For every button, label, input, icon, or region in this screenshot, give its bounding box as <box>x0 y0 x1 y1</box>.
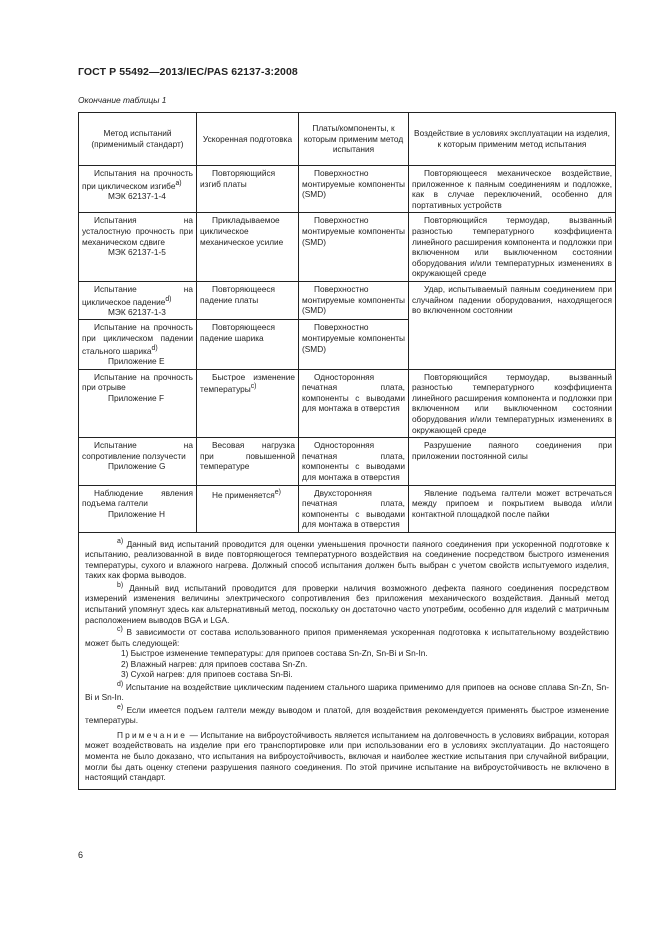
footnote-text: Данный вид испытаний проводится для проверки наличия возможного дефекта паяного соединения посредством измерений изменения величины электрического сопротивления без приложения механического воздействия. Данный метод испытаний упомянут здесь как альтернативный метод, поскольку он достаточно часто употребим, особенно для изделий с матричным расположением выводов BGA и LGA. <box>85 582 609 625</box>
preparation-cell <box>197 166 299 213</box>
footnote-ref: е) <box>274 488 281 496</box>
footnotes-row <box>79 532 616 789</box>
footnote-mark: d) <box>117 680 124 688</box>
method-name: Испытание на циклическое падение <box>82 283 193 307</box>
effect-cell: Повторяющийся термоудар, вызванный разностью температурного коэффициента линейного расширения компонента и подложки при включенном или выключенном состоянии оборудования и/или температурных изменениях в окружающей среде <box>409 369 616 438</box>
preparation-cell <box>197 213 299 282</box>
footnote-text: В зависимости от состава использованного припоя применяемая ускоренная подготовка к испытательному воздействию может быть следующей: <box>85 626 609 648</box>
boards-cell: Поверхностно монтируемые компоненты (SMD) <box>299 320 409 369</box>
boards-cell: Двухсторонняя печатная плата, компоненты с выводами для монтажа в отверстия <box>299 485 409 532</box>
method-cell <box>79 281 197 320</box>
preparation-text: Не применяется <box>212 489 275 500</box>
footnote-d <box>85 680 609 703</box>
preparation-cell <box>197 485 299 532</box>
column-header-method: Метод испытаний (применимый стандарт) <box>79 113 197 166</box>
column-header-boards: Платы/компоненты, к которым применим метод испытания <box>299 113 409 166</box>
footnote-mark: с) <box>117 626 123 634</box>
preparation-cell <box>197 438 299 485</box>
preparation-text: Прикладываемое циклическое механическое усилие <box>200 215 284 247</box>
note-label: Примечание <box>117 729 188 740</box>
preparation-text: Повторяющееся падение платы <box>200 283 275 305</box>
method-name: Испытание на прочность при отрыве <box>82 371 193 393</box>
effect-cell: Повторяющийся термоудар, вызванный разностью температурного коэффициента линейного расширения компонента и подложки при включенном или выключенном состоянии оборудования и/или температурных изменениях в окружающей среде <box>409 213 616 282</box>
effect-cell: Разрушение паяного соединения при приложении постоянной силы <box>409 438 616 485</box>
table-header-row <box>79 113 616 166</box>
method-cell <box>79 213 197 282</box>
note-text: — Испытание на виброустойчивость является испытанием на долговечность в условиях вибрации, которая может воздействовать на изделие при его транспортировке или при использовании его в условиях эксплуатации. До настоящего момента не было доказано, что испытания на виброустойчивость, включая и наиболее жесткие испытания при случайной вибрации, могли бы дать оценку степени разрушения паяного соединения. По этой причине испытание на виброустойчивость не включено в настоящий стандарт. <box>85 729 609 783</box>
preparation-cell <box>197 281 299 320</box>
column-header-effect: Воздействие в условиях эксплуатации на изделия, к которым применим метод испытания <box>409 113 616 166</box>
effect-cell: Явление подъема галтели может встречаться между припоем и покрытием вывода и/или контактной площадкой после пайки <box>409 485 616 532</box>
method-standard: Приложение F <box>108 392 165 403</box>
method-standard: МЭК 62137-1-4 <box>108 190 166 201</box>
document-header: ГОСТ Р 55492—2013/IEC/PAS 62137-3:2008 <box>78 66 298 78</box>
method-cell <box>79 438 197 485</box>
method-cell <box>79 320 197 369</box>
footnote-ref: d) <box>165 295 172 303</box>
footnote-ref: d) <box>151 344 158 352</box>
boards-cell: Поверхностно монтируемые компоненты (SMD) <box>299 166 409 213</box>
method-standard: Приложение H <box>108 508 165 519</box>
method-standard: Приложение E <box>108 356 165 367</box>
boards-cell: Односторонняя печатная плата, компоненты с выводами для монтажа в отверстия <box>299 438 409 485</box>
footnote-mark: е) <box>117 703 124 711</box>
table-row <box>79 281 616 320</box>
preparation-text: Быстрое изменение температуры <box>200 371 295 394</box>
method-standard: Приложение G <box>108 461 166 472</box>
table-row <box>79 485 616 532</box>
preparation-text: Повторяющееся падение шарика <box>200 322 275 344</box>
footnote-a <box>85 537 609 581</box>
boards-cell: Односторонняя печатная плата, компоненты с выводами для монтажа в отверстия <box>299 369 409 438</box>
footnotes-cell <box>79 532 616 789</box>
footnote-mark: а) <box>117 537 124 545</box>
method-name: Испытания на прочность при циклическом изгибе <box>82 168 193 191</box>
method-name: Испытания на усталостную прочность при механическом сдвиге <box>82 215 193 247</box>
footnote-mark: b) <box>117 582 124 590</box>
list-item: 3) Сухой нагрев: для припоев состава Sn-Bi. <box>121 669 293 680</box>
preparation-cell <box>197 369 299 438</box>
footnote-b <box>85 581 609 625</box>
page-number: 6 <box>78 850 84 860</box>
test-methods-table <box>78 112 616 790</box>
effect-cell: Повторяющееся механическое воздействие, приложенное к паяным соединениям и подложке, как в случае переключений, особенно для портативных устройств <box>409 166 616 213</box>
table-row <box>79 369 616 438</box>
footnote-e <box>85 703 609 726</box>
preparation-text: Повторяющийся изгиб платы <box>200 168 276 189</box>
boards-cell: Поверхностно монтируемые компоненты (SMD) <box>299 213 409 282</box>
list-item: 2) Влажный нагрев: для припоев состава Sn-Zn. <box>121 658 308 669</box>
table-row <box>79 166 616 213</box>
footnote-c-list <box>85 648 609 680</box>
footnote-ref: а) <box>175 179 182 187</box>
footnote-text: Испытание на воздействие циклическим падением стального шарика применимо для припоев на основе сплава Sn-Zn, Sn-Bi и Sn-In. <box>85 681 609 703</box>
preparation-text: Весовая нагрузка при повышенной температуре <box>200 440 295 472</box>
method-cell <box>79 369 197 438</box>
column-header-preparation: Ускоренная подготовка <box>197 113 299 166</box>
table-row <box>79 213 616 282</box>
list-item: 1) Быстрое изменение температуры: для припоев состава Sn-Zn, Sn-Bi и Sn-In. <box>121 648 428 659</box>
footnote-text: Если имеется подъем галтели между выводом и платой, для воздействия рекомендуется применять быстрое изменение температуры. <box>85 704 610 726</box>
method-standard: МЭК 62137-1-3 <box>108 306 166 317</box>
table-note <box>85 730 609 783</box>
effect-cell: Удар, испытываемый паяным соединением при случайном падении оборудования, находящегося во включенном состоянии <box>409 281 616 369</box>
boards-cell: Поверхностно монтируемые компоненты (SMD) <box>299 281 409 320</box>
method-cell <box>79 485 197 532</box>
method-name: Наблюдение явления подъема галтели <box>82 487 193 509</box>
footnote-ref: с) <box>250 383 257 391</box>
table-row <box>79 438 616 485</box>
method-cell <box>79 166 197 213</box>
method-name: Испытание на прочность при циклическом падении стального шарика <box>82 322 193 356</box>
preparation-cell <box>197 320 299 369</box>
footnote-c <box>85 625 609 648</box>
method-name: Испытание на сопротивление ползучести <box>82 440 193 461</box>
footnote-text: Данный вид испытаний проводится для оценки уменьшения прочности паяного соединения при ускоренной подготовке к испытанию, реализованной в виде повторяющегося температурного воздействия на соединение посредством быстрого изменения температуры, сухого и влажного нагрева. Должный способ испытания должен быть выбран с учетом свойств испытуемого изделия, таких как форма выводов. <box>85 538 609 581</box>
table-caption: Окончание таблицы 1 <box>78 95 167 105</box>
method-standard: МЭК 62137-1-5 <box>108 247 166 258</box>
